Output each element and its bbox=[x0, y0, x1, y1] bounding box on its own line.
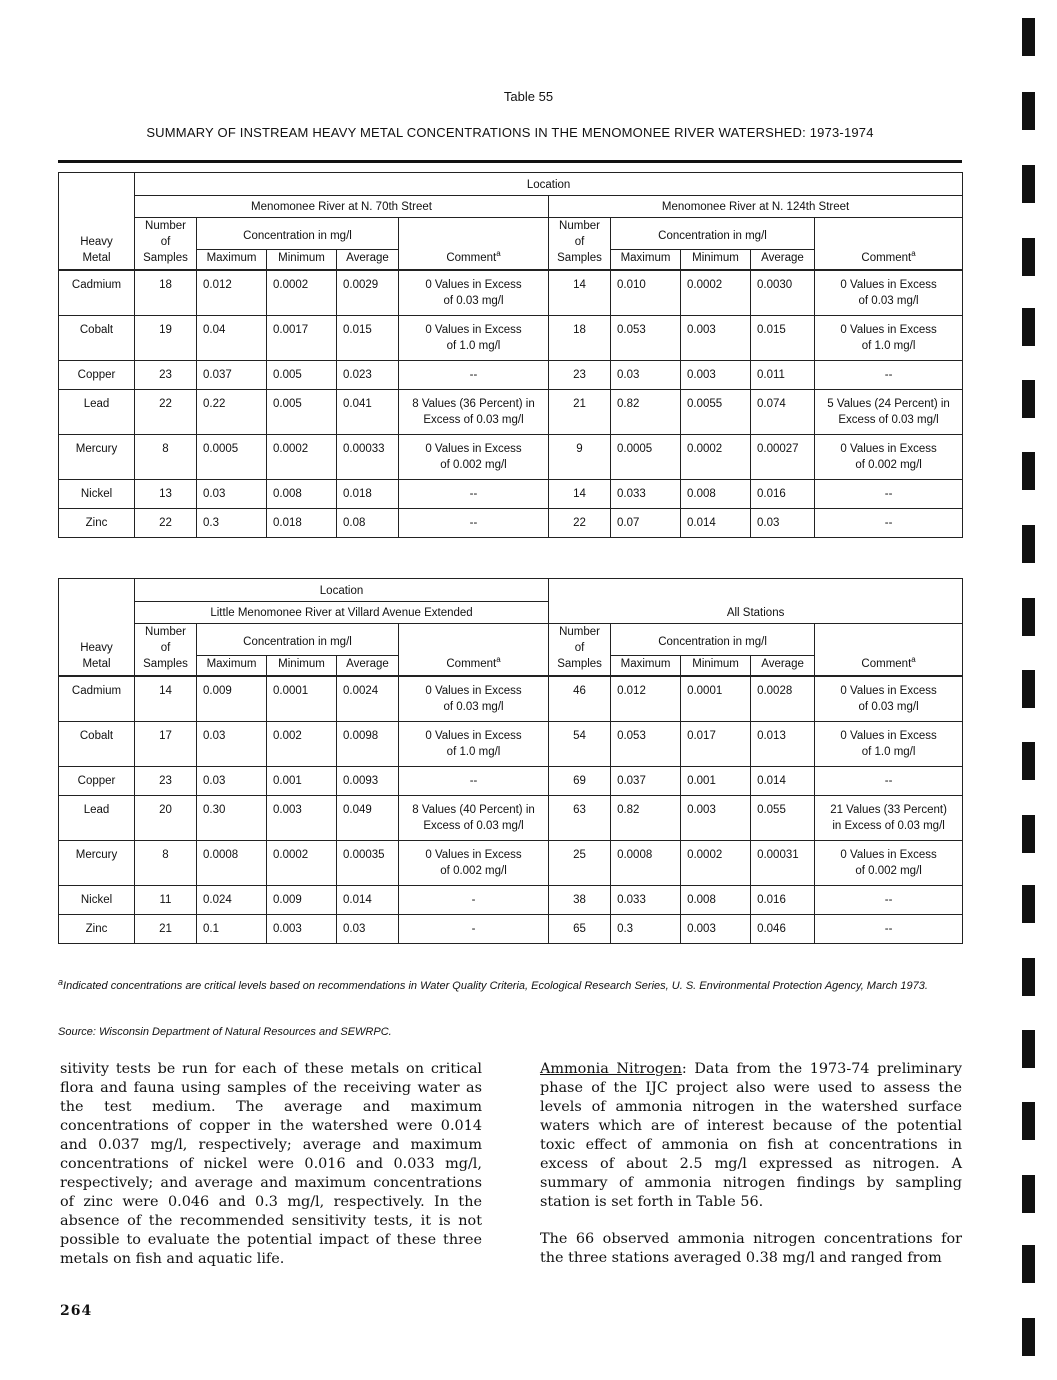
table-row bbox=[59, 509, 963, 538]
comment-header: Comment$^a$ bbox=[399, 624, 549, 677]
samples-cell: 23 bbox=[135, 361, 197, 390]
comment-cell: 0 Values in Excess of 1.0 mg/l bbox=[815, 316, 963, 361]
maximum-cell: 0.012 bbox=[197, 270, 267, 316]
metal-name: Copper bbox=[59, 767, 135, 796]
maximum-header: Maximum bbox=[197, 250, 267, 271]
minimum-cell: 0.0002 bbox=[267, 270, 337, 316]
minimum-cell: 0.003 bbox=[267, 796, 337, 841]
footnote bbox=[58, 978, 962, 994]
table-row bbox=[59, 915, 963, 944]
station-header-right: Menomonee River at N. 124th Street bbox=[549, 196, 963, 218]
minimum-cell: 0.002 bbox=[267, 722, 337, 767]
maximum-header: Maximum bbox=[611, 250, 681, 271]
samples-cell: 11 bbox=[135, 886, 197, 915]
average-header: Average bbox=[751, 250, 815, 271]
average-cell: 0.0024 bbox=[337, 676, 399, 722]
maximum-header: Maximum bbox=[197, 656, 267, 677]
samples-cell: 22 bbox=[549, 509, 611, 538]
maximum-cell: 0.82 bbox=[611, 796, 681, 841]
samples-cell: 8 bbox=[135, 841, 197, 886]
samples-cell: 17 bbox=[135, 722, 197, 767]
maximum-cell: 0.0008 bbox=[611, 841, 681, 886]
heavy-metal-header: Heavy Metal bbox=[59, 579, 135, 677]
minimum-cell: 0.008 bbox=[681, 886, 751, 915]
samples-cell: 14 bbox=[549, 480, 611, 509]
samples-header: Number of Samples bbox=[135, 218, 197, 271]
average-cell: 0.0098 bbox=[337, 722, 399, 767]
maximum-cell: 0.04 bbox=[197, 316, 267, 361]
minimum-cell: 0.014 bbox=[681, 509, 751, 538]
average-header: Average bbox=[337, 656, 399, 677]
samples-cell: 23 bbox=[549, 361, 611, 390]
minimum-cell: 0.018 bbox=[267, 509, 337, 538]
comment-cell: 0 Values in Excess of 0.002 mg/l bbox=[399, 841, 549, 886]
average-cell: 0.0029 bbox=[337, 270, 399, 316]
minimum-header: Minimum bbox=[681, 656, 751, 677]
minimum-cell: 0.001 bbox=[681, 767, 751, 796]
table-subtitle: SUMMARY OF INSTREAM HEAVY METAL CONCENTRATIONS IN THE MENOMONEE RIVER WATERSHED: 1973-1974 bbox=[146, 125, 874, 140]
samples-cell: 14 bbox=[135, 676, 197, 722]
samples-cell: 22 bbox=[135, 390, 197, 435]
samples-cell: 18 bbox=[549, 316, 611, 361]
average-cell: 0.023 bbox=[337, 361, 399, 390]
table-row bbox=[59, 270, 963, 316]
minimum-cell: 0.0002 bbox=[267, 435, 337, 480]
samples-cell: 46 bbox=[549, 676, 611, 722]
samples-header: Number of Samples bbox=[549, 218, 611, 271]
metal-name: Nickel bbox=[59, 480, 135, 509]
body-paragraph: The 66 observed ammonia nitrogen concentrations for the three stations averaged 0.38 mg/l and ranged from bbox=[540, 1231, 962, 1266]
metal-name: Cobalt bbox=[59, 316, 135, 361]
average-cell: 0.03 bbox=[337, 915, 399, 944]
minimum-cell: 0.003 bbox=[681, 796, 751, 841]
comment-cell: - bbox=[399, 886, 549, 915]
comment-header: Comment$^a$ bbox=[815, 624, 963, 677]
maximum-cell: 0.03 bbox=[197, 767, 267, 796]
minimum-cell: 0.003 bbox=[681, 316, 751, 361]
maximum-cell: 0.0005 bbox=[611, 435, 681, 480]
table-row bbox=[59, 722, 963, 767]
comment-cell: 0 Values in Excess of 0.03 mg/l bbox=[815, 676, 963, 722]
samples-cell: 21 bbox=[549, 390, 611, 435]
minimum-header: Minimum bbox=[681, 250, 751, 271]
samples-cell: 38 bbox=[549, 886, 611, 915]
average-cell: 0.00027 bbox=[751, 435, 815, 480]
average-cell: 0.016 bbox=[751, 480, 815, 509]
average-cell: 0.00031 bbox=[751, 841, 815, 886]
maximum-cell: 0.012 bbox=[611, 676, 681, 722]
table-row bbox=[59, 676, 963, 722]
maximum-cell: 0.3 bbox=[611, 915, 681, 944]
comment-cell: -- bbox=[815, 915, 963, 944]
samples-header: Number of Samples bbox=[135, 624, 197, 677]
station-header-right: All Stations bbox=[549, 579, 963, 624]
average-cell: 0.046 bbox=[751, 915, 815, 944]
maximum-cell: 0.03 bbox=[197, 480, 267, 509]
minimum-cell: 0.0002 bbox=[681, 435, 751, 480]
minimum-cell: 0.001 bbox=[267, 767, 337, 796]
maximum-cell: 0.037 bbox=[611, 767, 681, 796]
average-cell: 0.041 bbox=[337, 390, 399, 435]
metal-name: Copper bbox=[59, 361, 135, 390]
maximum-cell: 0.30 bbox=[197, 796, 267, 841]
average-cell: 0.0028 bbox=[751, 676, 815, 722]
average-header: Average bbox=[337, 250, 399, 271]
average-cell: 0.014 bbox=[337, 886, 399, 915]
comment-cell: -- bbox=[815, 361, 963, 390]
maximum-cell: 0.010 bbox=[611, 270, 681, 316]
table-row bbox=[59, 316, 963, 361]
table-row bbox=[59, 841, 963, 886]
table-row bbox=[59, 361, 963, 390]
concentration-header: Concentration in mg/l bbox=[197, 218, 399, 250]
body-paragraph: sitivity tests be run for each of these metals on critical flora and fauna using samples of the receiving water as the test medium. The average and maximum concentrations of copper in the watershed were 0.014 and 0.037 mg/l, respectively; average and maximum concentrations of nickel were 0.016 and 0.033 mg/l, respectively; and average and maximum concentrations of zinc were 0.046 and 0.3 mg/l, respectively. In the absence of the recommended sensitivity tests, it is not possible to evaluate the potential impact of these three metals on fish and aquatic life. bbox=[60, 1061, 482, 1267]
comment-cell: 5 Values (24 Percent) in Excess of 0.03 mg/l bbox=[815, 390, 963, 435]
comment-cell: 0 Values in Excess of 0.002 mg/l bbox=[399, 435, 549, 480]
page-number: 264 bbox=[60, 1303, 93, 1319]
comment-cell: 0 Values in Excess of 0.002 mg/l bbox=[815, 435, 963, 480]
comment-header: Comment$^a$ bbox=[399, 218, 549, 271]
title-rule bbox=[58, 160, 962, 163]
minimum-cell: 0.0002 bbox=[267, 841, 337, 886]
metal-name: Nickel bbox=[59, 886, 135, 915]
samples-cell: 65 bbox=[549, 915, 611, 944]
maximum-cell: 0.07 bbox=[611, 509, 681, 538]
average-cell: 0.074 bbox=[751, 390, 815, 435]
average-cell: 0.00033 bbox=[337, 435, 399, 480]
comment-cell: 0 Values in Excess of 0.03 mg/l bbox=[399, 270, 549, 316]
minimum-cell: 0.005 bbox=[267, 390, 337, 435]
maximum-cell: 0.033 bbox=[611, 886, 681, 915]
metal-name: Mercury bbox=[59, 841, 135, 886]
comment-cell: 0 Values in Excess of 0.03 mg/l bbox=[399, 676, 549, 722]
minimum-cell: 0.0002 bbox=[681, 270, 751, 316]
average-cell: 0.013 bbox=[751, 722, 815, 767]
metal-name: Cadmium bbox=[59, 270, 135, 316]
heavy-metal-header: Heavy Metal bbox=[59, 173, 135, 271]
metal-name: Cadmium bbox=[59, 676, 135, 722]
samples-cell: 69 bbox=[549, 767, 611, 796]
minimum-cell: 0.003 bbox=[267, 915, 337, 944]
comment-cell: 0 Values in Excess of 0.002 mg/l bbox=[815, 841, 963, 886]
location-header: Location bbox=[135, 173, 963, 196]
comment-cell: -- bbox=[399, 509, 549, 538]
comment-cell: 0 Values in Excess of 1.0 mg/l bbox=[399, 722, 549, 767]
comment-cell: -- bbox=[815, 886, 963, 915]
samples-cell: 13 bbox=[135, 480, 197, 509]
average-cell: 0.015 bbox=[751, 316, 815, 361]
comment-cell: -- bbox=[399, 361, 549, 390]
station-header-left: Menomonee River at N. 70th Street bbox=[135, 196, 549, 218]
comment-cell: 8 Values (40 Percent) in Excess of 0.03 mg/l bbox=[399, 796, 549, 841]
minimum-cell: 0.0002 bbox=[681, 841, 751, 886]
average-cell: 0.08 bbox=[337, 509, 399, 538]
footnote-text: Indicated concentrations are critical levels based on recommendations in Water Quality Criteria, Ecological Research Series, U. S. Environmental Protection Agency, March 1973. bbox=[63, 980, 928, 992]
table-row bbox=[59, 767, 963, 796]
minimum-cell: 0.008 bbox=[267, 480, 337, 509]
metal-name: Cobalt bbox=[59, 722, 135, 767]
samples-cell: 19 bbox=[135, 316, 197, 361]
average-cell: 0.0030 bbox=[751, 270, 815, 316]
samples-cell: 8 bbox=[135, 435, 197, 480]
minimum-cell: 0.017 bbox=[681, 722, 751, 767]
samples-cell: 20 bbox=[135, 796, 197, 841]
maximum-cell: 0.03 bbox=[611, 361, 681, 390]
maximum-cell: 0.009 bbox=[197, 676, 267, 722]
minimum-cell: 0.0001 bbox=[267, 676, 337, 722]
table2-body bbox=[59, 676, 963, 944]
comment-cell: -- bbox=[815, 767, 963, 796]
concentration-header: Concentration in mg/l bbox=[197, 624, 399, 656]
maximum-cell: 0.0005 bbox=[197, 435, 267, 480]
minimum-cell: 0.009 bbox=[267, 886, 337, 915]
metal-name: Zinc bbox=[59, 915, 135, 944]
metal-name: Mercury bbox=[59, 435, 135, 480]
samples-cell: 54 bbox=[549, 722, 611, 767]
average-cell: 0.015 bbox=[337, 316, 399, 361]
comment-cell: 0 Values in Excess of 0.03 mg/l bbox=[815, 270, 963, 316]
minimum-cell: 0.0001 bbox=[681, 676, 751, 722]
minimum-cell: 0.003 bbox=[681, 361, 751, 390]
average-cell: 0.018 bbox=[337, 480, 399, 509]
minimum-header: Minimum bbox=[267, 656, 337, 677]
average-cell: 0.014 bbox=[751, 767, 815, 796]
samples-cell: 22 bbox=[135, 509, 197, 538]
maximum-cell: 0.037 bbox=[197, 361, 267, 390]
minimum-header: Minimum bbox=[267, 250, 337, 271]
location-header: Location bbox=[135, 579, 549, 602]
table-row bbox=[59, 886, 963, 915]
metal-name: Lead bbox=[59, 390, 135, 435]
comment-cell: - bbox=[399, 915, 549, 944]
table-row bbox=[59, 480, 963, 509]
maximum-cell: 0.053 bbox=[611, 722, 681, 767]
maximum-cell: 0.053 bbox=[611, 316, 681, 361]
source-note: Source: Wisconsin Department of Natural Resources and SEWRPC. bbox=[58, 1026, 392, 1038]
samples-header: Number of Samples bbox=[549, 624, 611, 677]
footnote-mark: a bbox=[58, 977, 64, 987]
table-row bbox=[59, 390, 963, 435]
metal-table-2 bbox=[58, 578, 963, 944]
average-cell: 0.016 bbox=[751, 886, 815, 915]
samples-cell: 14 bbox=[549, 270, 611, 316]
maximum-cell: 0.22 bbox=[197, 390, 267, 435]
average-cell: 0.011 bbox=[751, 361, 815, 390]
comment-cell: 8 Values (36 Percent) in Excess of 0.03 mg/l bbox=[399, 390, 549, 435]
comment-cell: 21 Values (33 Percent) in Excess of 0.03 mg/l bbox=[815, 796, 963, 841]
minimum-cell: 0.005 bbox=[267, 361, 337, 390]
comment-cell: 0 Values in Excess of 1.0 mg/l bbox=[399, 316, 549, 361]
table-title: Table 55 bbox=[503, 89, 554, 104]
maximum-cell: 0.82 bbox=[611, 390, 681, 435]
minimum-cell: 0.008 bbox=[681, 480, 751, 509]
average-cell: 0.03 bbox=[751, 509, 815, 538]
samples-cell: 23 bbox=[135, 767, 197, 796]
average-cell: 0.00035 bbox=[337, 841, 399, 886]
table1-body bbox=[59, 270, 963, 538]
samples-cell: 63 bbox=[549, 796, 611, 841]
concentration-header: Concentration in mg/l bbox=[611, 218, 815, 250]
samples-cell: 9 bbox=[549, 435, 611, 480]
table-row bbox=[59, 435, 963, 480]
maximum-cell: 0.1 bbox=[197, 915, 267, 944]
comment-header: Comment$^a$ bbox=[815, 218, 963, 271]
concentration-header: Concentration in mg/l bbox=[611, 624, 815, 656]
comment-cell: -- bbox=[399, 767, 549, 796]
minimum-cell: 0.0017 bbox=[267, 316, 337, 361]
comment-cell: -- bbox=[815, 509, 963, 538]
maximum-cell: 0.033 bbox=[611, 480, 681, 509]
comment-cell: 0 Values in Excess of 1.0 mg/l bbox=[815, 722, 963, 767]
samples-cell: 25 bbox=[549, 841, 611, 886]
maximum-cell: 0.024 bbox=[197, 886, 267, 915]
comment-cell: -- bbox=[399, 480, 549, 509]
samples-cell: 18 bbox=[135, 270, 197, 316]
minimum-cell: 0.003 bbox=[681, 915, 751, 944]
metal-name: Lead bbox=[59, 796, 135, 841]
maximum-cell: 0.03 bbox=[197, 722, 267, 767]
average-cell: 0.049 bbox=[337, 796, 399, 841]
average-cell: 0.0093 bbox=[337, 767, 399, 796]
comment-cell: -- bbox=[815, 480, 963, 509]
maximum-header: Maximum bbox=[611, 656, 681, 677]
section-heading: Ammonia Nitrogen bbox=[540, 1061, 682, 1077]
body-paragraph: Ammonia Nitrogen: Data from the 1973-74 preliminary phase of the IJC project also were used to assess the levels of ammonia nitrogen in the watershed surface waters which are of interest because of the potential toxic effect of ammonia on fish at concentrations in excess of about 2.5 mg/l expressed as nitrogen. A summary of ammonia nitrogen findings by sampling station is set forth in Table 56. bbox=[540, 1061, 963, 1210]
average-header: Average bbox=[751, 656, 815, 677]
minimum-cell: 0.0055 bbox=[681, 390, 751, 435]
metal-name: Zinc bbox=[59, 509, 135, 538]
maximum-cell: 0.3 bbox=[197, 509, 267, 538]
body-column-right bbox=[540, 1060, 962, 1286]
maximum-cell: 0.0008 bbox=[197, 841, 267, 886]
station-header-left: Little Menomonee River at Villard Avenue Extended bbox=[135, 602, 549, 624]
average-cell: 0.055 bbox=[751, 796, 815, 841]
samples-cell: 21 bbox=[135, 915, 197, 944]
metal-table-1 bbox=[58, 172, 963, 538]
table-row bbox=[59, 796, 963, 841]
body-column-left bbox=[60, 1060, 482, 1287]
